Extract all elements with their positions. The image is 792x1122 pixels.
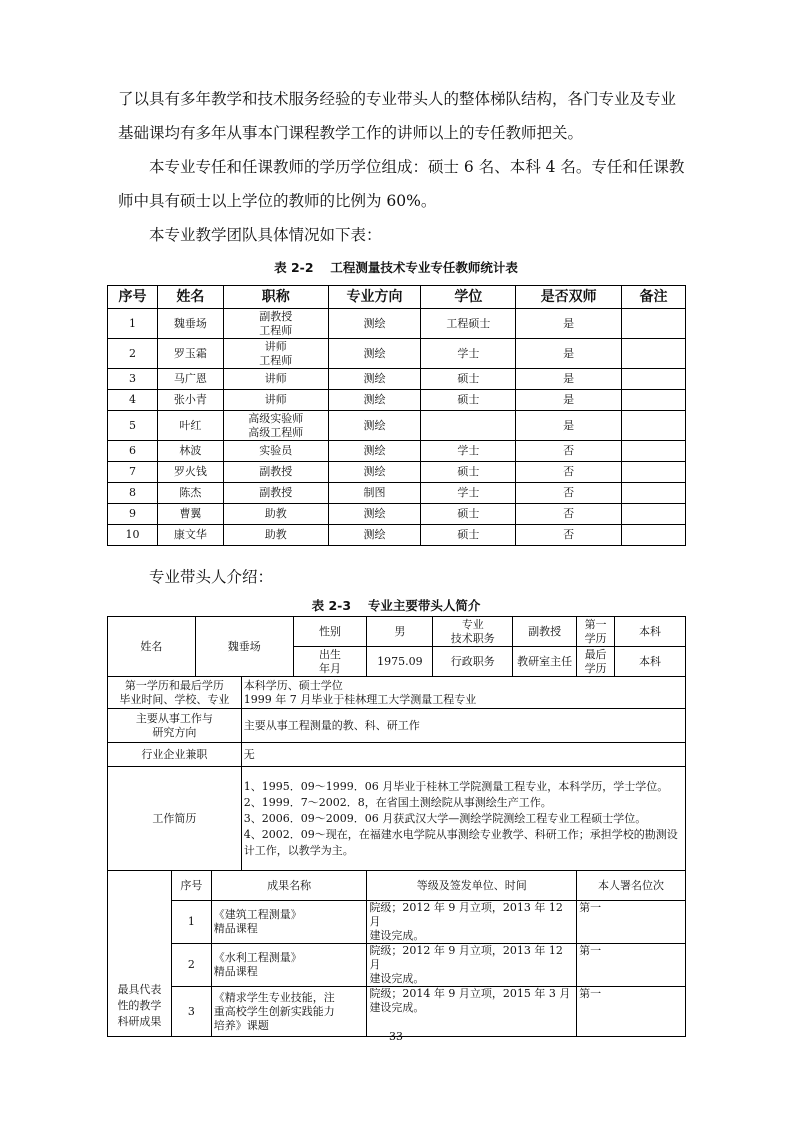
table-row [108, 339, 686, 369]
teacher-table-cell [622, 369, 686, 390]
ach-header-no: 序号 [171, 871, 211, 901]
teacher-table-header-cell: 学位 [421, 286, 516, 309]
teacher-table-cell: 制图 [328, 483, 421, 504]
teacher-table-cell [622, 390, 686, 411]
table-2-3-caption: 表 2-3 专业主要带头人简介 [311, 598, 481, 613]
teacher-table-cell: 测绘 [328, 525, 421, 546]
teacher-table-cell: 是 [516, 339, 622, 369]
achievements-header [108, 871, 686, 901]
leader-table [107, 616, 686, 1037]
admin-value: 教研室主任 [513, 647, 577, 677]
last-edu-value: 本科 [615, 647, 686, 677]
teacher-table-cell: 硕士 [421, 369, 516, 390]
teacher-table-cell: 否 [516, 504, 622, 525]
last-edu-label: 最后 学历 [577, 647, 615, 677]
teacher-table-cell: 5 [108, 411, 158, 441]
table-row [108, 309, 686, 339]
gender-value: 男 [367, 617, 433, 647]
achievement-row [108, 944, 686, 987]
work-label: 主要从事工作与 研究方向 [108, 709, 242, 743]
resume-value: 1、1995．09～1999．06 月毕业于桂林工学院测量工程专业，本科学历，学士学位。 2、1999．7～2002．8，在省国土测绘院从事测绘生产工作。 3、2006．09～2009．06 月获武汉大学—测绘学院测绘工程专业工程硕士学位。 4、2002．09～现在，在福建水电学院从事测绘专业教学、科研工作；承担学校的勘测设计工作，以教学为主。 [241, 767, 685, 871]
teacher-table [107, 285, 686, 546]
teacher-table-cell: 否 [516, 483, 622, 504]
name-label: 姓名 [108, 617, 196, 677]
achievement-row [108, 901, 686, 944]
teacher-table-cell [622, 483, 686, 504]
teacher-table-cell: 工程硕士 [421, 309, 516, 339]
teacher-table-cell: 是 [516, 390, 622, 411]
teacher-table-cell: 是 [516, 369, 622, 390]
teacher-table-cell: 曹翼 [157, 504, 223, 525]
industry-value: 无 [241, 743, 685, 767]
teacher-table-cell: 测绘 [328, 504, 421, 525]
ach-rank: 第一 [577, 987, 686, 1037]
teacher-table-cell: 测绘 [328, 411, 421, 441]
teacher-table-cell: 10 [108, 525, 158, 546]
table-row [108, 441, 686, 462]
teacher-table-cell: 9 [108, 504, 158, 525]
ach-header-rank: 本人署名位次 [577, 871, 686, 901]
ach-no: 3 [171, 987, 211, 1037]
teacher-table-cell: 讲师 [223, 369, 328, 390]
teacher-table-cell: 学士 [421, 441, 516, 462]
teacher-table-cell [622, 411, 686, 441]
teacher-table-cell: 硕士 [421, 462, 516, 483]
ach-rank: 第一 [577, 901, 686, 944]
teacher-table-cell: 硕士 [421, 504, 516, 525]
teacher-table-header-cell: 姓名 [157, 286, 223, 309]
ach-rank: 第一 [577, 944, 686, 987]
paragraph-3: 本专业教学团队具体情况如下表： [149, 226, 382, 244]
teacher-table-header-cell: 专业方向 [328, 286, 421, 309]
paragraph-2: 本专业专任和任课教师的学历学位组成：硕士 6 名、本科 4 名。专任和任课教师中具有硕士以上学位的教师的比例为 60%。 [118, 158, 685, 210]
teacher-table-cell: 是 [516, 309, 622, 339]
teacher-table-header-cell: 备注 [622, 286, 686, 309]
admin-label: 行政职务 [433, 647, 513, 677]
table-row [108, 411, 686, 441]
teacher-table-cell: 硕士 [421, 390, 516, 411]
table-row [108, 525, 686, 546]
teacher-table-cell: 6 [108, 441, 158, 462]
ach-header-level: 等级及签发单位、时间 [367, 871, 577, 901]
name-value: 魏垂场 [195, 617, 293, 677]
first-edu-label: 第一 学历 [577, 617, 615, 647]
teacher-table-cell: 测绘 [328, 369, 421, 390]
teacher-table-cell: 助教 [223, 504, 328, 525]
teacher-table-cell: 副教授 工程师 [223, 309, 328, 339]
teacher-table-cell: 测绘 [328, 339, 421, 369]
teacher-table-cell: 学士 [421, 339, 516, 369]
teacher-table-cell: 2 [108, 339, 158, 369]
teacher-table-cell: 罗玉霜 [157, 339, 223, 369]
teacher-table-cell: 硕士 [421, 525, 516, 546]
resume-label: 工作简历 [108, 767, 242, 871]
teacher-table-cell: 陈杰 [157, 483, 223, 504]
industry-label: 行业企业兼职 [108, 743, 242, 767]
teacher-table-cell: 3 [108, 369, 158, 390]
leader-intro: 专业带头人介绍： [149, 568, 274, 586]
teacher-table-cell: 魏垂场 [157, 309, 223, 339]
teacher-table-cell [421, 411, 516, 441]
teacher-table-cell: 副教授 [223, 483, 328, 504]
birth-value: 1975.09 [367, 647, 433, 677]
teacher-table-cell: 测绘 [328, 390, 421, 411]
teacher-table-cell: 否 [516, 462, 622, 483]
teacher-table-cell: 实验员 [223, 441, 328, 462]
prof-title-value: 副教授 [513, 617, 577, 647]
teacher-table-cell: 高级实验师 高级工程师 [223, 411, 328, 441]
teacher-table-cell [622, 525, 686, 546]
table-row [108, 483, 686, 504]
table-row [108, 504, 686, 525]
teacher-table-cell: 罗火钱 [157, 462, 223, 483]
table-row [108, 390, 686, 411]
table-row [108, 462, 686, 483]
teacher-table-cell [622, 504, 686, 525]
teacher-table-cell [622, 309, 686, 339]
teacher-table-cell: 8 [108, 483, 158, 504]
paragraph-1: 了以具有多年教学和技术服务经验的专业带头人的整体梯队结构，各门专业及专业基础课均有多年从事本门课程教学工作的讲师以上的专任教师把关。 [118, 90, 677, 142]
achievements-label: 最具代表 性的教学 科研成果 [108, 871, 172, 1037]
table-row [108, 369, 686, 390]
work-value: 主要从事工程测量的教、科、研工作 [241, 709, 685, 743]
ach-no: 2 [171, 944, 211, 987]
teacher-table-cell: 叶红 [157, 411, 223, 441]
teacher-table-cell: 是 [516, 411, 622, 441]
first-edu-value: 本科 [615, 617, 686, 647]
teacher-table-cell [622, 441, 686, 462]
ach-level: 院级；2012 年 9 月立项，2013 年 12 月 建设完成。 [367, 944, 577, 987]
page-number: 33 [389, 1030, 403, 1043]
teacher-table-cell [622, 339, 686, 369]
teacher-table-cell: 否 [516, 525, 622, 546]
teacher-table-cell: 测绘 [328, 309, 421, 339]
ach-level: 院级；2012 年 9 月立项，2013 年 12 月 建设完成。 [367, 901, 577, 944]
teacher-table-cell: 马广恩 [157, 369, 223, 390]
teacher-table-cell [622, 462, 686, 483]
gender-label: 性别 [293, 617, 367, 647]
teacher-table-cell: 助教 [223, 525, 328, 546]
teacher-table-header [108, 286, 686, 309]
teacher-table-cell: 张小青 [157, 390, 223, 411]
edu-label: 第一学历和最后学历 毕业时间、学校、专业 [108, 677, 242, 709]
ach-name: 《建筑工程测量》 精品课程 [211, 901, 367, 944]
ach-no: 1 [171, 901, 211, 944]
teacher-table-cell: 讲师 工程师 [223, 339, 328, 369]
prof-title-label: 专业 技术职务 [433, 617, 513, 647]
ach-header-name: 成果名称 [211, 871, 367, 901]
table-2-2-caption: 表 2-2 工程测量技术专业专任教师统计表 [274, 260, 518, 275]
ach-level: 院级；2014 年 9 月立项，2015 年 3 月 建设完成。 [367, 987, 577, 1037]
birth-label: 出生 年月 [293, 647, 367, 677]
teacher-table-header-cell: 是否双师 [516, 286, 622, 309]
teacher-table-cell: 4 [108, 390, 158, 411]
teacher-table-cell: 学士 [421, 483, 516, 504]
teacher-table-cell: 讲师 [223, 390, 328, 411]
achievement-row [108, 987, 686, 1037]
teacher-table-cell: 康文华 [157, 525, 223, 546]
ach-name: 《水利工程测量》 精品课程 [211, 944, 367, 987]
teacher-table-header-cell: 职称 [223, 286, 328, 309]
teacher-table-header-cell: 序号 [108, 286, 158, 309]
teacher-table-cell: 测绘 [328, 441, 421, 462]
teacher-table-cell: 测绘 [328, 462, 421, 483]
teacher-table-cell: 否 [516, 441, 622, 462]
teacher-table-cell: 7 [108, 462, 158, 483]
edu-value: 本科学历、硕士学位 1999 年 7 月毕业于桂林理工大学测量工程专业 [241, 677, 685, 709]
teacher-table-cell: 林波 [157, 441, 223, 462]
ach-name: 《精求学生专业技能，注 重高校学生创新实践能力 培养》课题 [211, 987, 367, 1037]
teacher-table-cell: 1 [108, 309, 158, 339]
teacher-table-cell: 副教授 [223, 462, 328, 483]
